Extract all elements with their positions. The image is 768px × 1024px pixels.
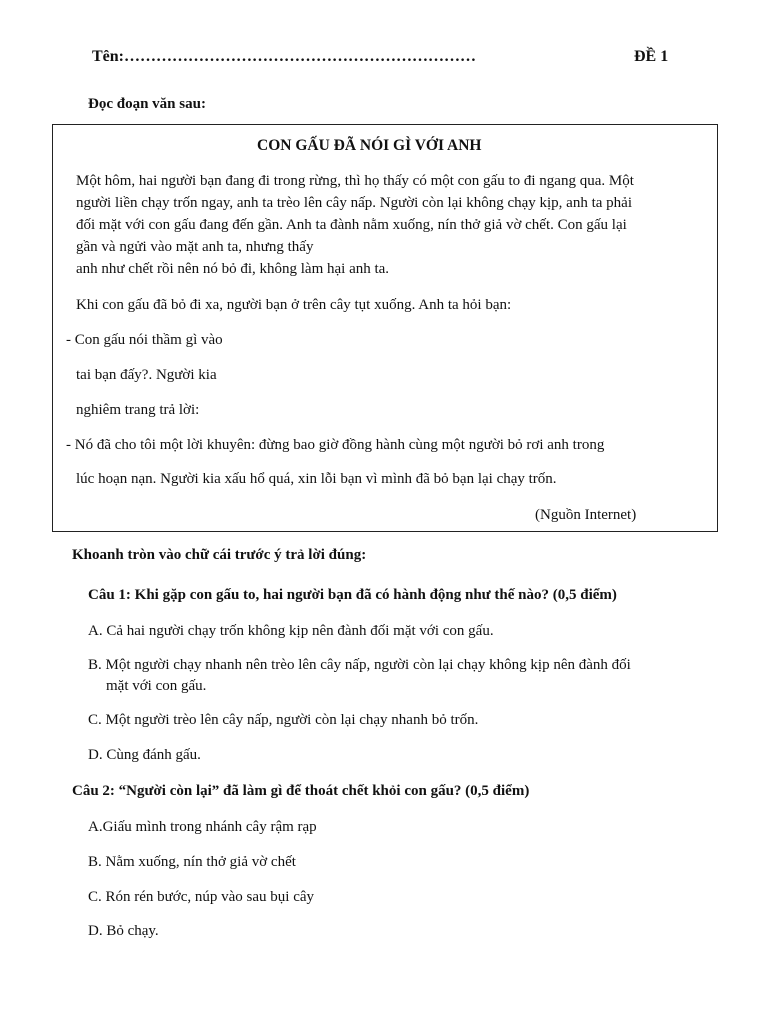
story-line: anh như chết rồi nên nó bỏ đi, không làm hại anh ta. <box>76 261 390 277</box>
story-line: - Con gấu nói thầm gì vào <box>66 332 223 348</box>
question-2: Câu 2: “Người còn lại” đã làm gì để thoát chết khỏi con gấu? (0,5 điểm) <box>72 783 530 799</box>
story-line: nghiêm trang trả lời: <box>76 402 200 418</box>
question-1-option-b-continued[interactable]: mặt với con gấu. <box>106 678 207 694</box>
exam-code: ĐỀ 1 <box>634 48 669 65</box>
question-1: Câu 1: Khi gặp con gấu to, hai người bạn đã có hành động như thế nào? (0,5 điểm) <box>88 587 617 603</box>
story-line: gần và ngửi vào mặt anh ta, nhưng thấy <box>76 239 314 255</box>
story-line: lúc hoạn nạn. Người kia xấu hổ quá, xin lỗi bạn vì mình đã bỏ bạn lại chạy trốn. <box>76 471 557 487</box>
reading-instruction: Đọc đoạn văn sau: <box>88 96 206 112</box>
question-1-option-b[interactable]: B. Một người chạy nhanh nên trèo lên cây nấp, người còn lại chạy không kịp nên đành đối <box>88 657 631 673</box>
name-field-label: Tên:………………………………………………………… <box>92 48 476 65</box>
question-1-option-d[interactable]: D. Cùng đánh gấu. <box>88 747 201 763</box>
circle-instruction: Khoanh tròn vào chữ cái trước ý trả lời đúng: <box>72 547 367 563</box>
story-line: người liền chạy trốn ngay, anh ta trèo lên cây nấp. Người còn lại không chạy kịp, anh ta phải <box>76 195 632 211</box>
question-2-option-a[interactable]: A.Giấu mình trong nhánh cây rậm rạp <box>88 819 317 835</box>
story-title: CON GẤU ĐÃ NÓI GÌ VỚI ANH <box>257 137 482 154</box>
story-line: - Nó đã cho tôi một lời khuyên: đừng bao giờ đồng hành cùng một người bỏ rơi anh trong <box>66 437 605 453</box>
question-1-option-a[interactable]: A. Cả hai người chạy trốn không kịp nên đành đối mặt với con gấu. <box>88 623 494 639</box>
question-2-option-d[interactable]: D. Bỏ chạy. <box>88 923 159 939</box>
story-line: đối mặt với con gấu đang đến gần. Anh ta đành nằm xuống, nín thở giả vờ chết. Con gấu lại <box>76 217 627 233</box>
story-line: Một hôm, hai người bạn đang đi trong rừng, thì họ thấy có một con gấu to đi ngang qua. Một <box>76 173 634 189</box>
story-source: (Nguồn Internet) <box>535 507 637 523</box>
question-1-option-c[interactable]: C. Một người trèo lên cây nấp, người còn lại chạy nhanh bỏ trốn. <box>88 712 479 728</box>
story-line: Khi con gấu đã bỏ đi xa, người bạn ở trên cây tụt xuống. Anh ta hỏi bạn: <box>76 297 512 313</box>
question-2-option-c[interactable]: C. Rón rén bước, núp vào sau bụi cây <box>88 889 315 905</box>
story-line: tai bạn đấy?. Người kia <box>76 367 217 383</box>
question-2-option-b[interactable]: B. Nằm xuống, nín thở giả vờ chết <box>88 854 296 870</box>
